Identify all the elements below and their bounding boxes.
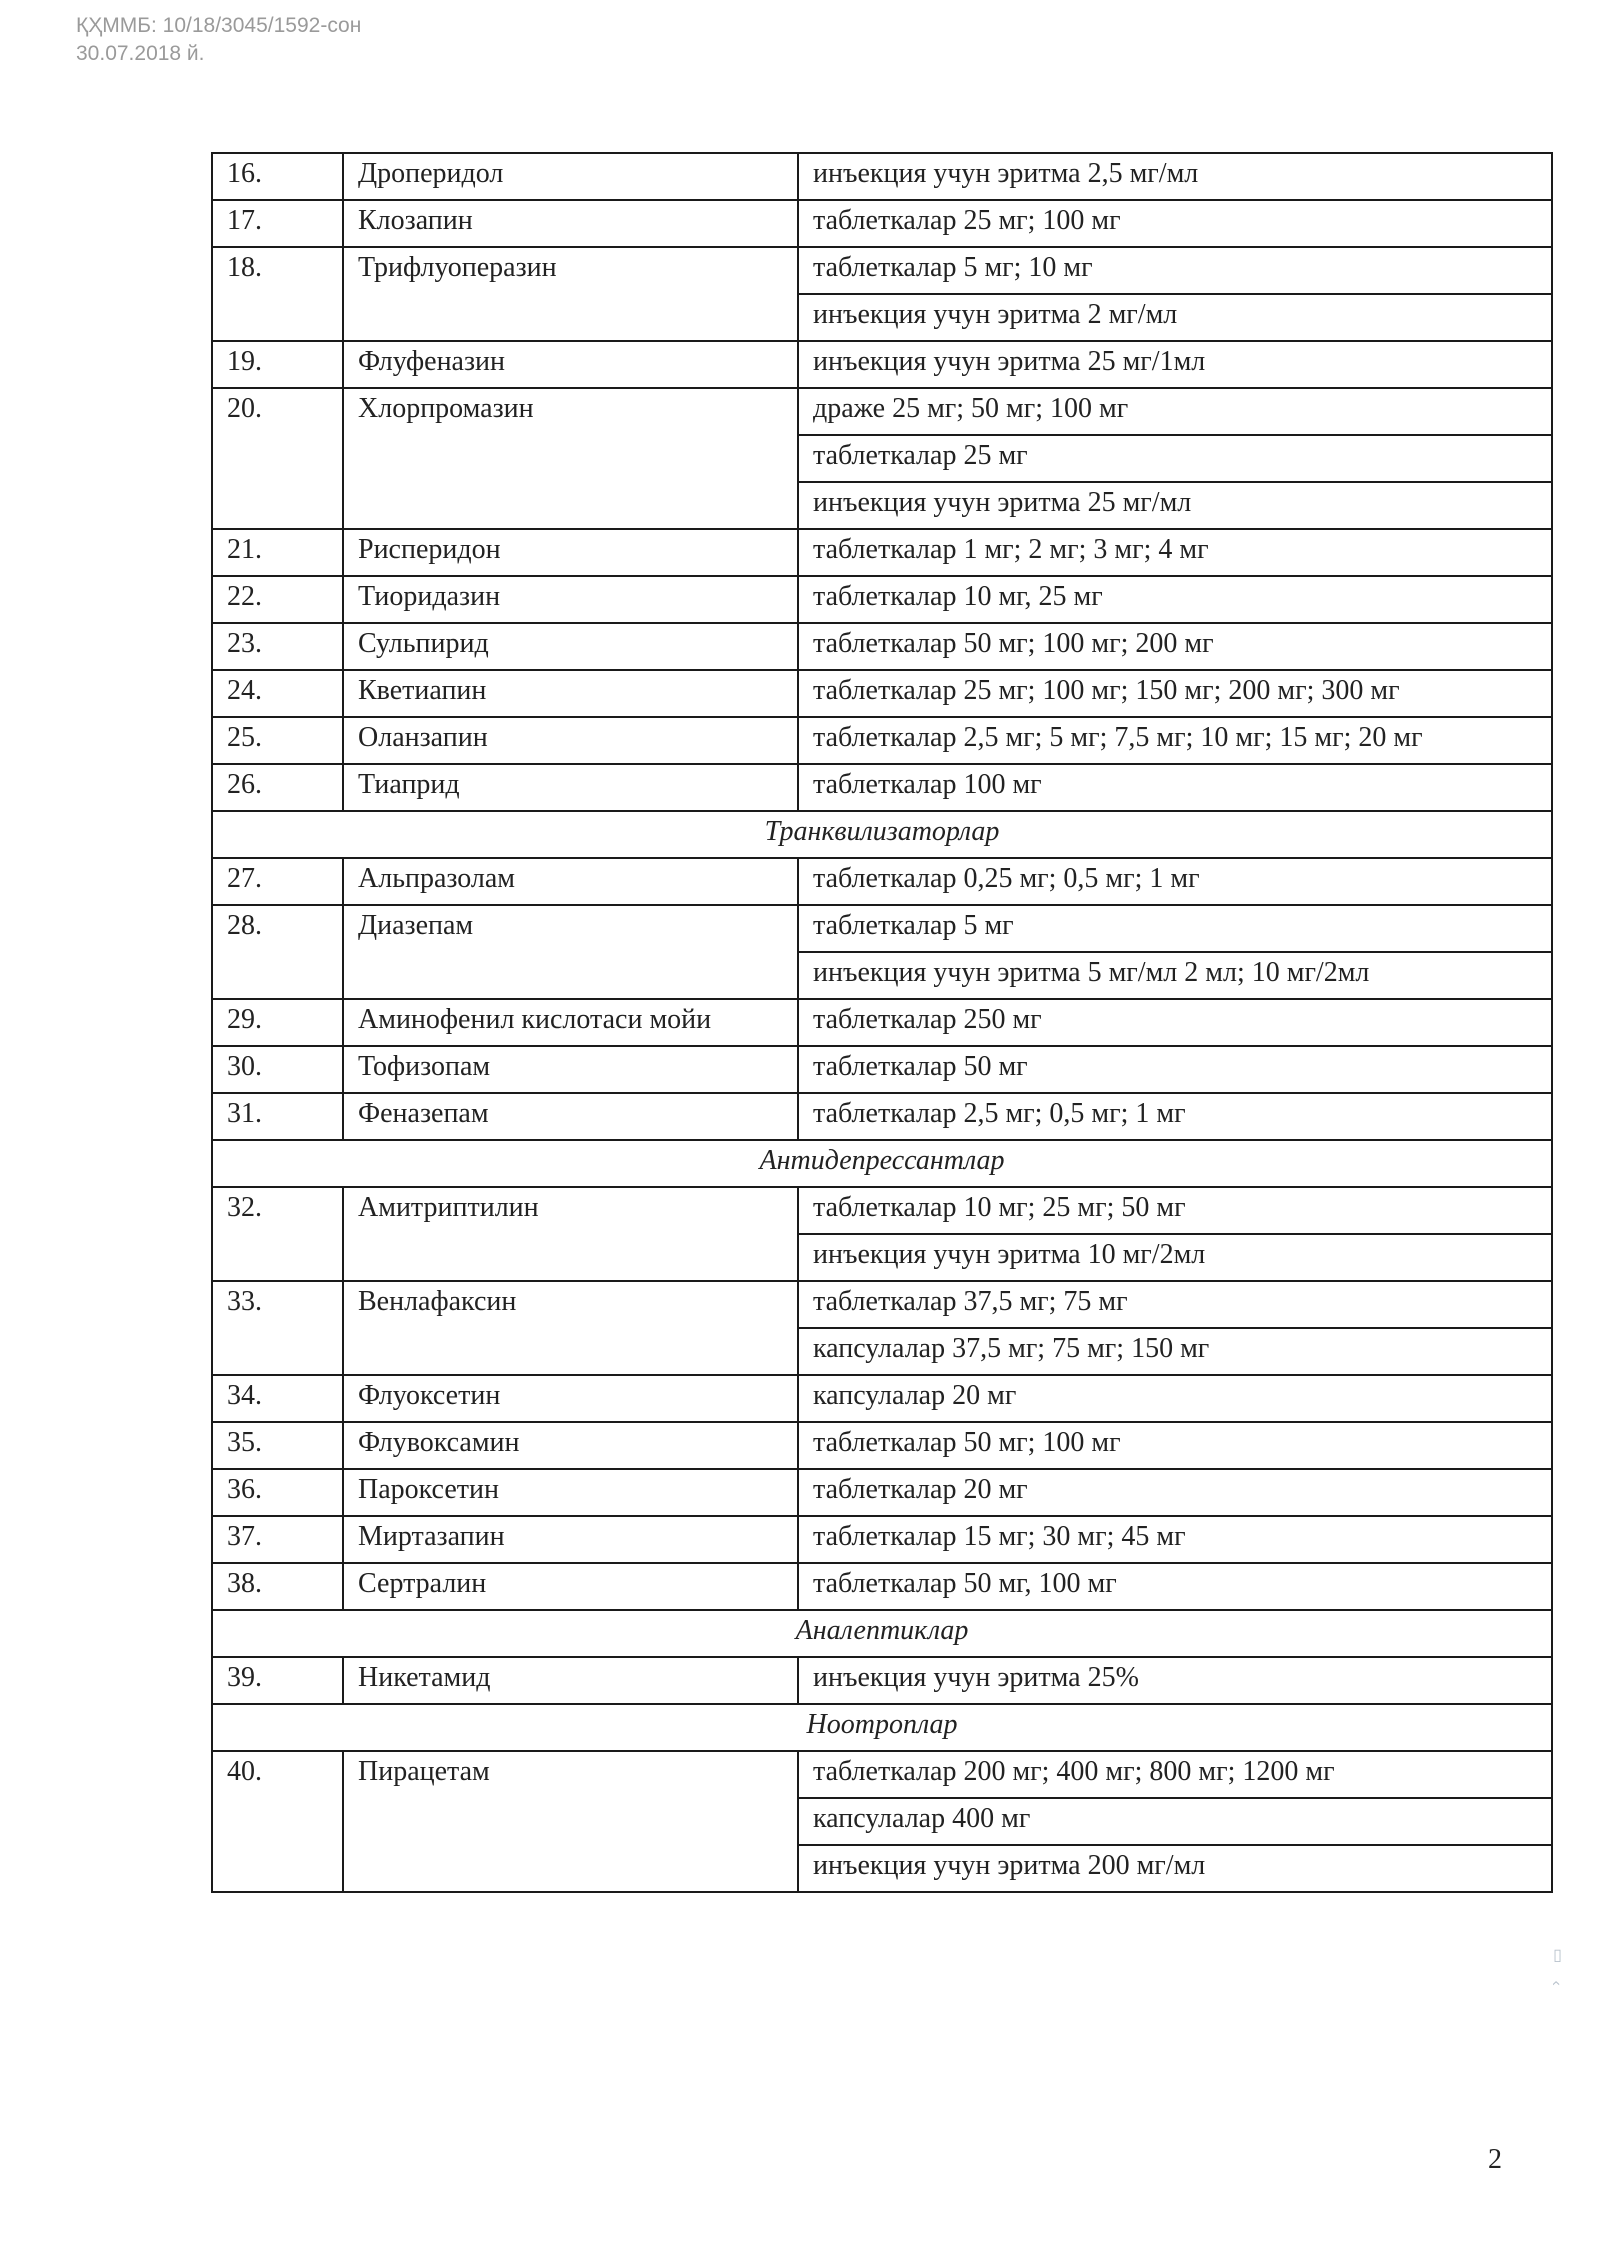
item-number: 17.: [212, 200, 343, 247]
registration-date: 30.07.2018 й.: [76, 42, 205, 65]
category-label: Аналептиклар: [212, 1610, 1552, 1657]
category-row: [212, 1704, 1552, 1751]
dosage-form: инъекция учун эритма 200 мг/мл: [798, 1845, 1552, 1892]
item-number: 21.: [212, 529, 343, 576]
category-label: Транквилизаторлар: [212, 811, 1552, 858]
dosage-form: капсулалар 400 мг: [798, 1798, 1552, 1845]
item-number: 37.: [212, 1516, 343, 1563]
drug-name: Миртазапин: [343, 1516, 798, 1563]
table-row: [212, 1516, 1552, 1563]
category-row: [212, 1610, 1552, 1657]
drug-name: Никетамид: [343, 1657, 798, 1704]
drug-name: Флуфеназин: [343, 341, 798, 388]
table-row: [212, 670, 1552, 717]
dosage-form: капсулалар 37,5 мг; 75 мг; 150 мг: [798, 1328, 1552, 1375]
dosage-form: таблеткалар 37,5 мг; 75 мг: [798, 1281, 1552, 1328]
drug-name: Клозапин: [343, 200, 798, 247]
table-row: [212, 200, 1552, 247]
drug-name: Альпразолам: [343, 858, 798, 905]
table-row: [212, 1187, 1552, 1234]
drug-list-table: [211, 152, 1553, 1893]
table-row: [212, 388, 1552, 435]
item-number: 16.: [212, 153, 343, 200]
registration-number: ҚҲММБ: 10/18/3045/1592-сон: [76, 14, 362, 37]
item-number: 28.: [212, 905, 343, 999]
item-number: 36.: [212, 1469, 343, 1516]
dosage-form: таблеткалар 50 мг; 100 мг: [798, 1422, 1552, 1469]
item-number: 22.: [212, 576, 343, 623]
dosage-form: таблеткалар 10 мг; 25 мг; 50 мг: [798, 1187, 1552, 1234]
drug-name: Пирацетам: [343, 1751, 798, 1892]
item-number: 20.: [212, 388, 343, 529]
dosage-form: таблеткалар 2,5 мг; 5 мг; 7,5 мг; 10 мг; 15 мг; 20 мг: [798, 717, 1552, 764]
dosage-form: инъекция учун эритма 25 мг/1мл: [798, 341, 1552, 388]
drug-name: Рисперидон: [343, 529, 798, 576]
dosage-form: таблеткалар 250 мг: [798, 999, 1552, 1046]
dosage-form: инъекция учун эритма 25 мг/мл: [798, 482, 1552, 529]
table-row: [212, 1657, 1552, 1704]
item-number: 29.: [212, 999, 343, 1046]
drug-name: Тиаприд: [343, 764, 798, 811]
table-row: [212, 717, 1552, 764]
table-row: [212, 764, 1552, 811]
item-number: 33.: [212, 1281, 343, 1375]
drug-list-body: [212, 153, 1552, 1892]
dosage-form: таблеткалар 200 мг; 400 мг; 800 мг; 1200 мг: [798, 1751, 1552, 1798]
drug-name: Сертралин: [343, 1563, 798, 1610]
item-number: 23.: [212, 623, 343, 670]
table-row: [212, 576, 1552, 623]
table-row: [212, 1469, 1552, 1516]
item-number: 39.: [212, 1657, 343, 1704]
dosage-form: таблеткалар 50 мг; 100 мг; 200 мг: [798, 623, 1552, 670]
dosage-form: таблеткалар 1 мг; 2 мг; 3 мг; 4 мг: [798, 529, 1552, 576]
item-number: 31.: [212, 1093, 343, 1140]
dosage-form: таблеткалар 2,5 мг; 0,5 мг; 1 мг: [798, 1093, 1552, 1140]
dosage-form: таблеткалар 5 мг: [798, 905, 1552, 952]
table-row: [212, 1093, 1552, 1140]
dosage-form: инъекция учун эритма 2 мг/мл: [798, 294, 1552, 341]
dosage-form: капсулалар 20 мг: [798, 1375, 1552, 1422]
dosage-form: таблеткалар 25 мг: [798, 435, 1552, 482]
drug-name: Флуоксетин: [343, 1375, 798, 1422]
drug-name: Тиоридазин: [343, 576, 798, 623]
table-row: [212, 153, 1552, 200]
table-row: [212, 1751, 1552, 1798]
item-number: 38.: [212, 1563, 343, 1610]
table-row: [212, 1375, 1552, 1422]
table-row: [212, 999, 1552, 1046]
drug-name: Аминофенил кислотаси мойи: [343, 999, 798, 1046]
category-row: [212, 811, 1552, 858]
drug-name: Диазепам: [343, 905, 798, 999]
drug-name: Амитриптилин: [343, 1187, 798, 1281]
scan-margin-mark: ▯ ‹: [1548, 1945, 1565, 1992]
category-row: [212, 1140, 1552, 1187]
dosage-form: драже 25 мг; 50 мг; 100 мг: [798, 388, 1552, 435]
drug-name: Хлорпромазин: [343, 388, 798, 529]
table-row: [212, 1563, 1552, 1610]
dosage-form: таблеткалар 20 мг: [798, 1469, 1552, 1516]
table-row: [212, 341, 1552, 388]
drug-name: Флувоксамин: [343, 1422, 798, 1469]
dosage-form: таблеткалар 100 мг: [798, 764, 1552, 811]
dosage-form: таблеткалар 25 мг; 100 мг: [798, 200, 1552, 247]
item-number: 24.: [212, 670, 343, 717]
dosage-form: инъекция учун эритма 2,5 мг/мл: [798, 153, 1552, 200]
drug-name: Кветиапин: [343, 670, 798, 717]
drug-name: Сульпирид: [343, 623, 798, 670]
table-row: [212, 905, 1552, 952]
item-number: 35.: [212, 1422, 343, 1469]
dosage-form: таблеткалар 50 мг, 100 мг: [798, 1563, 1552, 1610]
item-number: 26.: [212, 764, 343, 811]
table-row: [212, 1422, 1552, 1469]
drug-name: Трифлуоперазин: [343, 247, 798, 341]
page-number: 2: [1488, 2144, 1502, 2175]
drug-name: Тофизопам: [343, 1046, 798, 1093]
table-row: [212, 529, 1552, 576]
drug-name: Венлафаксин: [343, 1281, 798, 1375]
dosage-form: таблеткалар 50 мг: [798, 1046, 1552, 1093]
item-number: 27.: [212, 858, 343, 905]
dosage-form: таблеткалар 25 мг; 100 мг; 150 мг; 200 мг; 300 мг: [798, 670, 1552, 717]
table-row: [212, 1281, 1552, 1328]
drug-name: Пароксетин: [343, 1469, 798, 1516]
drug-name: Дроперидол: [343, 153, 798, 200]
dosage-form: таблеткалар 15 мг; 30 мг; 45 мг: [798, 1516, 1552, 1563]
item-number: 18.: [212, 247, 343, 341]
dosage-form: таблеткалар 5 мг; 10 мг: [798, 247, 1552, 294]
item-number: 32.: [212, 1187, 343, 1281]
table-row: [212, 247, 1552, 294]
item-number: 34.: [212, 1375, 343, 1422]
item-number: 30.: [212, 1046, 343, 1093]
dosage-form: инъекция учун эритма 10 мг/2мл: [798, 1234, 1552, 1281]
dosage-form: инъекция учун эритма 5 мг/мл 2 мл; 10 мг/2мл: [798, 952, 1552, 999]
item-number: 19.: [212, 341, 343, 388]
drug-name: Феназепам: [343, 1093, 798, 1140]
registration-stamp: [76, 12, 361, 68]
dosage-form: таблеткалар 0,25 мг; 0,5 мг; 1 мг: [798, 858, 1552, 905]
table-row: [212, 1046, 1552, 1093]
drug-name: Оланзапин: [343, 717, 798, 764]
table-row: [212, 858, 1552, 905]
item-number: 25.: [212, 717, 343, 764]
category-label: Ноотроплар: [212, 1704, 1552, 1751]
dosage-form: инъекция учун эритма 25%: [798, 1657, 1552, 1704]
table-row: [212, 623, 1552, 670]
category-label: Антидепрессантлар: [212, 1140, 1552, 1187]
dosage-form: таблеткалар 10 мг, 25 мг: [798, 576, 1552, 623]
item-number: 40.: [212, 1751, 343, 1892]
